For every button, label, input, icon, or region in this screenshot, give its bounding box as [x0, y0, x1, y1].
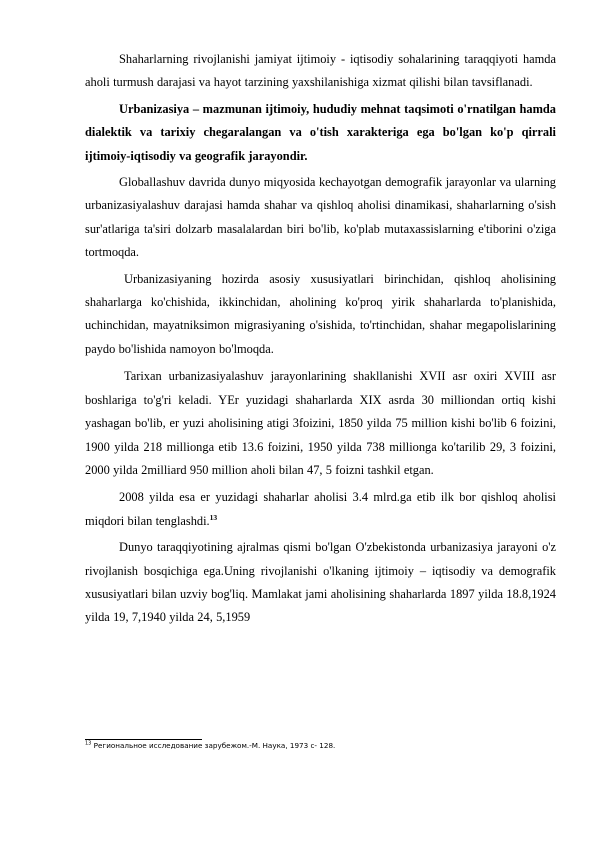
- paragraph-globalization: Globallashuv davrida dunyo miqyosida kechayotgan demografik jarayonlar va ularning urbanizasiyalashuv darajasi hamda shahar va qishloq aholisi dinamikasi, shaharlarning o'sish sur'atlariga ta'siri dolzarb masalalardan biri bo'lib, ko'plab mutaxassislarning e'tiborini o'ziga tortmoqda.: [85, 175, 556, 260]
- footnote-divider: [85, 739, 202, 740]
- footnote-number: 13: [85, 740, 92, 747]
- paragraph-uzbekistan-urbanization: Dunyo taraqqiyotining ajralmas qismi bo'lgan O'zbekistonda urbanizasiya jarayoni o'z rivojlanish bosqichiga ega.Uning rivojlanishi o'lkaning ijtimoiy – iqtisodiy va demografik xususiyatlari bilan uzviy bog'liq. Mamlakat jami aholisining shaharlarda 1897 yilda 18.8,1924 yilda 19, 7,1940 yilda 24, 5,1959: [85, 540, 556, 625]
- paragraph-urbanization-features: Urbanizasiyaning hozirda asosiy xususiyatlari birinchidan, qishloq aholisining shaharlarga ko'chishida, ikkinchidan, aholining ko'proq yirik shaharlarda to'planishida, uchinchidan, mayatniksimon migrasiyaning o'sishida, to'rtinchidan, shahar megapolislarining paydo bo'lishida namoyon bo'lmoqda.: [85, 271, 556, 356]
- footnote: [85, 741, 556, 751]
- footnote-text: Региональное исследование зарубежом.-М. Наука, 1973 с- 128.: [91, 741, 336, 750]
- document-page: [85, 48, 556, 630]
- footnote-reference: 13: [209, 512, 218, 522]
- paragraph-urban-development: Shaharlarning rivojlanishi jamiyat ijtimoiy - iqtisodiy sohalarining taraqqiyoti hamda aholi turmush darajasi va hayot tarzining yaxshilanishiga xizmat qilishi bilan tavsiflanadi.: [85, 52, 556, 90]
- paragraph-historical-urbanization: Tarixan urbanizasiyalashuv jarayonlarining shakllanishi XVII asr oxiri XVIII asr boshlariga to'g'ri keladi. YEr yuzidagi shaharlarda XIX asrda 30 milliondan ortiq kishi yashagan bo'lib, er yuzi aholisining atigi 3foizini, 1850 yilda 75 million kishi bo'lib 6 foizini, 1900 yilda 218 millionga etib 13.6 foizini, 1950 yilda 738 millionga ko'tarilib 29, 3 foizini, 2000 yilda 2milliard 950 million aholi bilan 47, 5 foizni tashkil etgan.: [85, 369, 556, 477]
- paragraph-2008-milestone: [85, 486, 556, 533]
- paragraph-2008-text: 2008 yilda esa er yuzidagi shaharlar aholisi 3.4 mlrd.ga etib ilk bor qishloq aholisi miqdori bilan tenglashdi.: [85, 490, 556, 528]
- paragraph-urbanization-definition: Urbanizasiya – mazmunan ijtimoiy, hududiy mehnat taqsimoti o'rnatilgan hamda dialektik va tarixiy chegaralangan va o'tish xarakteriga ega bo'lgan ko'p qirrali ijtimoiy-iqtisodiy va geografik jarayondir.: [85, 101, 556, 163]
